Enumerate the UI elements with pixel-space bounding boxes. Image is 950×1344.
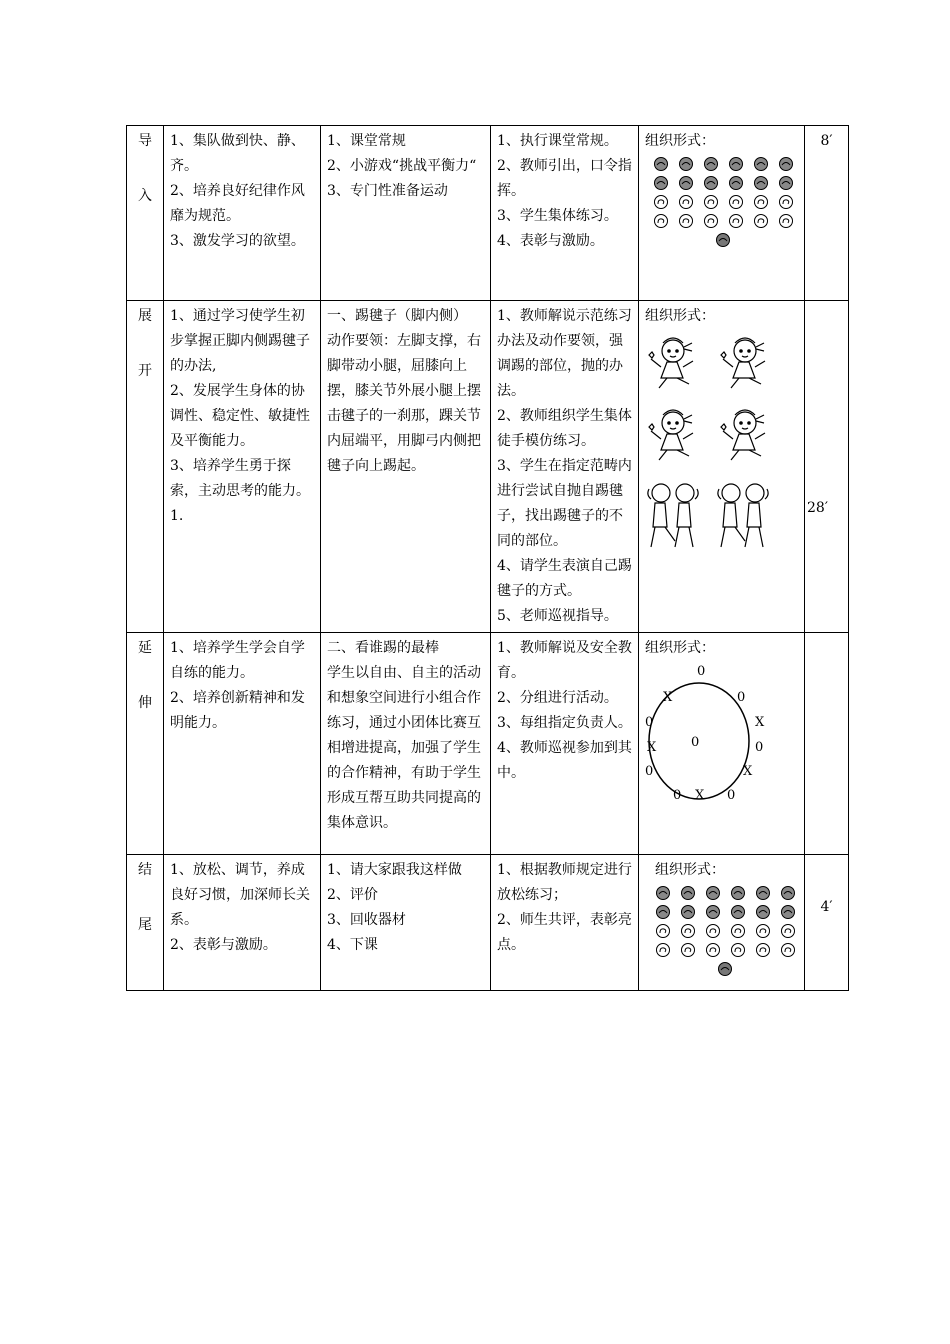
student-icon — [755, 885, 771, 901]
student-icon — [753, 194, 769, 210]
student-icon — [730, 923, 746, 939]
goal-item: 3、激发学习的欲望。 — [170, 233, 305, 249]
stage-cell — [127, 126, 164, 301]
method-item: 1、教师解说示范练习办法及动作要领，强调踢的部位，抛的办法。 — [497, 308, 632, 399]
student-icon — [703, 194, 719, 210]
method-item: 4、教师巡视参加到其中。 — [497, 740, 632, 781]
org-label: 组织形式： — [645, 308, 715, 324]
goals-cell — [164, 633, 321, 855]
student-icon — [728, 194, 744, 210]
organization-cell — [639, 855, 805, 991]
goal-item: 1、放松、调节，养成良好习惯，加深师长关系。 — [170, 862, 310, 928]
content-item: 学生以自由、自主的活动和想象空间进行小组合作练习，通过小团体比赛互相增进提高，加强了学生的合作精神，有助于学生形成互帮互助共同提高的集体意识。 — [327, 665, 481, 831]
goal-item: 1、培养学生学会自学自练的能力。 — [170, 640, 305, 681]
student-icon — [680, 904, 696, 920]
goal-item: 2、培养创新精神和发明能力。 — [170, 690, 305, 731]
content-cell — [321, 633, 491, 855]
student-mark: X — [663, 690, 673, 705]
kicking-children-illustration — [645, 329, 798, 564]
goal-item: 2、培养良好纪律作风靡为规范。 — [170, 183, 305, 224]
student-icon — [705, 923, 721, 939]
row-extension — [127, 633, 849, 855]
student-icon — [780, 942, 796, 958]
time-cell: 8′ — [805, 126, 849, 301]
method-item: 3、学生在指定范畴内进行尝试自抛自踢毽子，找出踢毽子的不同的部位。 — [497, 458, 632, 549]
teacher-mark: 0 — [691, 735, 700, 750]
student-formation-grid — [653, 156, 798, 229]
goal-item: 2、发展学生身体的协调性、稳定性、敏捷性及平衡能力。 — [170, 383, 310, 449]
student-icon — [730, 904, 746, 920]
content-item: 3、专门性准备运动 — [327, 183, 448, 199]
method-item: 3、学生集体练习。 — [497, 208, 618, 224]
student-icon — [778, 175, 794, 191]
content-item: 二、看谁踢的最棒 — [327, 640, 439, 656]
student-icon — [753, 213, 769, 229]
content-item: 4、下课 — [327, 937, 378, 953]
student-icon — [653, 213, 669, 229]
row-development — [127, 301, 849, 633]
student-mark: 0 — [697, 664, 706, 679]
student-icon — [755, 942, 771, 958]
content-item: 3、回收器材 — [327, 912, 406, 928]
method-item: 2、分组进行活动。 — [497, 690, 618, 706]
student-mark: X — [647, 740, 657, 755]
org-label: 组织形式： — [645, 640, 715, 656]
student-icon — [778, 194, 794, 210]
time-cell: 4′ — [805, 855, 849, 991]
teacher-position-icon — [717, 961, 798, 986]
method-item: 2、师生共评，表彰亮点。 — [497, 912, 632, 953]
stage-char: 结 — [138, 862, 152, 878]
method-item: 1、教师解说及安全教育。 — [497, 640, 632, 681]
stage-cell — [127, 633, 164, 855]
stage-cell — [127, 301, 164, 633]
student-mark: X — [695, 788, 705, 803]
method-item: 4、请学生表演自己踢毽子的方式。 — [497, 558, 632, 599]
student-icon — [655, 923, 671, 939]
student-icon — [705, 885, 721, 901]
stage-char: 延 — [138, 640, 152, 656]
time-cell — [805, 633, 849, 855]
student-icon — [778, 156, 794, 172]
content-item: 2、小游戏“挑战平衡力“ — [327, 158, 477, 174]
student-icon — [730, 885, 746, 901]
student-mark: 0 — [755, 740, 764, 755]
student-icon — [753, 175, 769, 191]
goal-item: 3、培养学生勇于探索，主动思考的能力。 1. — [170, 458, 310, 524]
student-icon — [680, 885, 696, 901]
student-icon — [655, 904, 671, 920]
student-icon — [653, 156, 669, 172]
lesson-plan-table — [126, 125, 849, 991]
stage-char: 开 — [138, 363, 152, 379]
student-icon — [680, 923, 696, 939]
student-icon — [705, 942, 721, 958]
goals-cell — [164, 855, 321, 991]
student-mark: 0 — [645, 764, 654, 779]
content-item: 2、评价 — [327, 887, 378, 903]
student-icon — [655, 885, 671, 901]
student-icon — [703, 175, 719, 191]
organization-cell — [639, 126, 805, 301]
student-icon — [703, 213, 719, 229]
method-item: 2、教师引出，口令指挥。 — [497, 158, 632, 199]
student-icon — [730, 942, 746, 958]
student-icon — [780, 885, 796, 901]
student-icon — [728, 213, 744, 229]
method-item: 3、每组指定负责人。 — [497, 715, 632, 731]
goal-item: 2、表彰与激励。 — [170, 937, 277, 953]
content-cell — [321, 301, 491, 633]
student-icon — [778, 213, 794, 229]
methods-cell — [491, 633, 639, 855]
student-mark: 0 — [737, 690, 746, 705]
methods-cell — [491, 855, 639, 991]
content-item: 1、课堂常规 — [327, 133, 406, 149]
student-icon — [780, 923, 796, 939]
time-cell: 28′ — [805, 301, 849, 633]
content-item: 一、踢毽子（脚内侧） — [327, 308, 467, 324]
stage-cell — [127, 855, 164, 991]
goal-item: 1、集队做到快、静、齐。 — [170, 133, 305, 174]
stage-char: 尾 — [138, 917, 152, 933]
teacher-position-icon — [715, 232, 798, 257]
student-mark: X — [755, 715, 765, 730]
org-label: 组织形式： — [655, 862, 725, 878]
student-icon — [755, 904, 771, 920]
student-icon — [678, 194, 694, 210]
row-intro — [127, 126, 849, 301]
organization-cell — [639, 301, 805, 633]
stage-char: 入 — [138, 188, 152, 204]
content-cell — [321, 855, 491, 991]
student-icon — [653, 194, 669, 210]
student-icon — [705, 904, 721, 920]
student-icon — [703, 156, 719, 172]
student-icon — [728, 156, 744, 172]
student-icon — [678, 175, 694, 191]
method-item: 5、老师巡视指导。 — [497, 608, 618, 624]
content-item: 1、请大家跟我这样做 — [327, 862, 462, 878]
row-ending — [127, 855, 849, 991]
org-label: 组织形式： — [645, 133, 715, 149]
goals-cell — [164, 126, 321, 301]
student-mark: 0 — [645, 715, 654, 730]
content-cell — [321, 126, 491, 301]
content-item: 动作要领：左脚支撑，右脚带动小腿，屈膝向上摆，膝关节外展小腿上摆击毽子的一刹那，踝关节内屈端平，用脚弓内侧把毽子向上踢起。 — [327, 333, 481, 474]
stage-char: 导 — [138, 133, 152, 149]
student-icon — [753, 156, 769, 172]
goals-cell — [164, 301, 321, 633]
methods-cell — [491, 126, 639, 301]
student-icon — [755, 923, 771, 939]
method-item: 4、表彰与激励。 — [497, 233, 604, 249]
method-item: 1、根据教师规定进行放松练习； — [497, 862, 632, 903]
stage-char: 展 — [138, 308, 152, 324]
student-icon — [680, 942, 696, 958]
circle-formation-diagram — [645, 661, 785, 811]
student-icon — [653, 175, 669, 191]
organization-cell — [639, 633, 805, 855]
method-item: 1、执行课堂常规。 — [497, 133, 618, 149]
student-icon — [655, 942, 671, 958]
student-icon — [678, 156, 694, 172]
student-icon — [728, 175, 744, 191]
stage-char: 伸 — [138, 695, 152, 711]
student-mark: 0 — [727, 788, 736, 803]
student-formation-grid — [655, 885, 798, 958]
methods-cell — [491, 301, 639, 633]
method-item: 2、教师组织学生集体徒手模仿练习。 — [497, 408, 632, 449]
goal-item: 1、通过学习使学生初步掌握正脚内侧踢毽子的办法, — [170, 308, 310, 374]
student-mark: X — [743, 764, 753, 779]
student-icon — [780, 904, 796, 920]
student-mark: 0 — [673, 788, 682, 803]
student-icon — [678, 213, 694, 229]
